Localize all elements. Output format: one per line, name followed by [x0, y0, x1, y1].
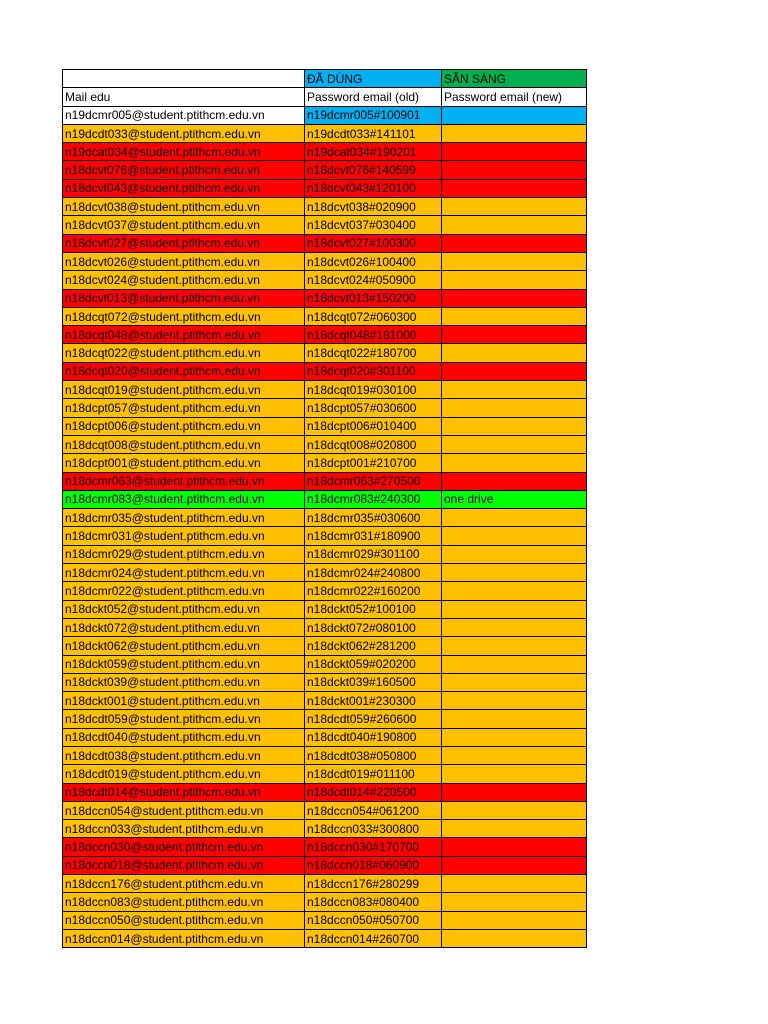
- mail-cell[interactable]: n19dcat034@student.ptithcm.edu.vn: [63, 143, 305, 161]
- mail-cell[interactable]: n18dccn018@student.ptithcm.edu.vn: [63, 856, 305, 874]
- password-old-cell[interactable]: n18dckt039#160500: [305, 673, 442, 691]
- mail-cell[interactable]: n18dccn083@student.ptithcm.edu.vn: [63, 893, 305, 911]
- table-row: [63, 838, 587, 856]
- password-new-cell[interactable]: [442, 271, 587, 289]
- table-row: [63, 509, 587, 527]
- password-old-cell[interactable]: n18dckt062#281200: [305, 637, 442, 655]
- mail-cell[interactable]: n18dcmr029@student.ptithcm.edu.vn: [63, 545, 305, 563]
- mail-cell[interactable]: n18dccn030@student.ptithcm.edu.vn: [63, 838, 305, 856]
- password-old-cell[interactable]: n18dccn018#060900: [305, 856, 442, 874]
- mail-cell[interactable]: n18dckt052@student.ptithcm.edu.vn: [63, 600, 305, 618]
- mail-cell[interactable]: n18dckt001@student.ptithcm.edu.vn: [63, 692, 305, 710]
- password-old-cell[interactable]: n18dccn014#260700: [305, 929, 442, 947]
- password-new-cell[interactable]: [442, 106, 587, 124]
- password-old-cell[interactable]: n18dccn030#170700: [305, 838, 442, 856]
- password-new-cell[interactable]: [442, 893, 587, 911]
- mail-cell[interactable]: n18dcdt059@student.ptithcm.edu.vn: [63, 710, 305, 728]
- password-old-cell[interactable]: n18dcmr063#270500: [305, 472, 442, 490]
- table-row: [63, 710, 587, 728]
- password-new-cell[interactable]: [442, 454, 587, 472]
- password-old-cell[interactable]: n18dcvt027#100300: [305, 234, 442, 252]
- status-row: [63, 70, 587, 88]
- password-old-cell[interactable]: n18dcvt076#140599: [305, 161, 442, 179]
- password-old-cell[interactable]: n18dcqt048#181000: [305, 326, 442, 344]
- mail-cell[interactable]: n18dcvt037@student.ptithcm.edu.vn: [63, 216, 305, 234]
- password-new-cell[interactable]: [442, 472, 587, 490]
- table-row: [63, 179, 587, 197]
- password-new-cell[interactable]: [442, 362, 587, 380]
- header-password-new[interactable]: Password email (new): [442, 88, 587, 106]
- table-row: [63, 106, 587, 124]
- password-new-cell[interactable]: [442, 252, 587, 270]
- table-row: [63, 381, 587, 399]
- mail-cell[interactable]: n18dcpt001@student.ptithcm.edu.vn: [63, 454, 305, 472]
- mail-cell[interactable]: n18dcpt006@student.ptithcm.edu.vn: [63, 417, 305, 435]
- mail-cell[interactable]: n18dcqt020@student.ptithcm.edu.vn: [63, 362, 305, 380]
- table-row: [63, 600, 587, 618]
- password-old-cell[interactable]: n18dcdt014#220500: [305, 783, 442, 801]
- password-new-cell[interactable]: [442, 637, 587, 655]
- mail-cell[interactable]: n18dcmr022@student.ptithcm.edu.vn: [63, 582, 305, 600]
- password-old-cell[interactable]: n18dcvt037#030400: [305, 216, 442, 234]
- table-row: [63, 820, 587, 838]
- status-cell-used[interactable]: ĐÃ DÙNG: [305, 70, 442, 88]
- table-row: [63, 307, 587, 325]
- password-old-cell[interactable]: n18dcqt008#020800: [305, 435, 442, 453]
- header-password-old[interactable]: Password email (old): [305, 88, 442, 106]
- mail-cell[interactable]: n18dccn033@student.ptithcm.edu.vn: [63, 820, 305, 838]
- mail-cell[interactable]: n18dcdt040@student.ptithcm.edu.vn: [63, 728, 305, 746]
- table-row: [63, 161, 587, 179]
- password-old-cell[interactable]: n18dckt059#020200: [305, 655, 442, 673]
- mail-cell[interactable]: n18dcmr063@student.ptithcm.edu.vn: [63, 472, 305, 490]
- password-old-cell[interactable]: n18dcvt013#150200: [305, 289, 442, 307]
- password-old-cell[interactable]: n18dcpt006#010400: [305, 417, 442, 435]
- password-old-cell[interactable]: n18dcmr024#240800: [305, 564, 442, 582]
- password-new-cell[interactable]: [442, 728, 587, 746]
- password-new-cell[interactable]: [442, 143, 587, 161]
- password-old-cell[interactable]: n18dccn050#050700: [305, 911, 442, 929]
- password-new-cell[interactable]: [442, 746, 587, 764]
- password-old-cell[interactable]: n18dckt052#100100: [305, 600, 442, 618]
- password-new-cell[interactable]: [442, 618, 587, 636]
- password-old-cell[interactable]: n18dcpt057#030600: [305, 399, 442, 417]
- password-old-cell[interactable]: n18dccn176#280299: [305, 875, 442, 893]
- mail-cell[interactable]: n18dcpt057@student.ptithcm.edu.vn: [63, 399, 305, 417]
- password-old-cell[interactable]: n19dcat034#190201: [305, 143, 442, 161]
- table-row: [63, 637, 587, 655]
- mail-cell[interactable]: n19dcmr005@student.ptithcm.edu.vn: [63, 106, 305, 124]
- table-row: [63, 417, 587, 435]
- password-old-cell[interactable]: n18dcdt019#011100: [305, 765, 442, 783]
- password-new-cell[interactable]: [442, 435, 587, 453]
- table-row: [63, 618, 587, 636]
- mail-cell[interactable]: n18dcvt013@student.ptithcm.edu.vn: [63, 289, 305, 307]
- table-row: [63, 783, 587, 801]
- password-old-cell[interactable]: n19dcmr005#100901: [305, 106, 442, 124]
- table-row: [63, 673, 587, 691]
- table-row: [63, 399, 587, 417]
- table-row: [63, 692, 587, 710]
- mail-cell[interactable]: n18dcmr031@student.ptithcm.edu.vn: [63, 527, 305, 545]
- mail-cell[interactable]: n18dckt039@student.ptithcm.edu.vn: [63, 673, 305, 691]
- password-old-cell[interactable]: n18dcmr035#030600: [305, 509, 442, 527]
- table-row: [63, 527, 587, 545]
- table-row: [63, 746, 587, 764]
- password-new-cell[interactable]: [442, 344, 587, 362]
- mail-cell[interactable]: n18dckt062@student.ptithcm.edu.vn: [63, 637, 305, 655]
- mail-cell[interactable]: n19dcdt033@student.ptithcm.edu.vn: [63, 124, 305, 142]
- table-row: [63, 326, 587, 344]
- password-new-cell[interactable]: [442, 179, 587, 197]
- status-cell-mail[interactable]: [63, 70, 305, 88]
- password-new-cell[interactable]: [442, 673, 587, 691]
- password-new-cell[interactable]: [442, 856, 587, 874]
- table-row: [63, 875, 587, 893]
- password-new-cell[interactable]: [442, 307, 587, 325]
- password-old-cell[interactable]: n18dccn054#061200: [305, 801, 442, 819]
- password-new-cell[interactable]: one drive: [442, 490, 587, 508]
- password-new-cell[interactable]: [442, 600, 587, 618]
- mail-cell[interactable]: n18dccn014@student.ptithcm.edu.vn: [63, 929, 305, 947]
- table-row: [63, 454, 587, 472]
- mail-cell[interactable]: n18dcqt048@student.ptithcm.edu.vn: [63, 326, 305, 344]
- table-row: [63, 289, 587, 307]
- password-new-cell[interactable]: [442, 875, 587, 893]
- password-old-cell[interactable]: n18dcvt024#050900: [305, 271, 442, 289]
- password-old-cell[interactable]: n18dccn033#300800: [305, 820, 442, 838]
- mail-cell[interactable]: n18dccn054@student.ptithcm.edu.vn: [63, 801, 305, 819]
- table-row: [63, 435, 587, 453]
- mail-cell[interactable]: n18dcmr083@student.ptithcm.edu.vn: [63, 490, 305, 508]
- table-row: [63, 911, 587, 929]
- password-old-cell[interactable]: n18dcqt022#180700: [305, 344, 442, 362]
- password-new-cell[interactable]: [442, 564, 587, 582]
- password-old-cell[interactable]: n18dcvt026#100400: [305, 252, 442, 270]
- password-old-cell[interactable]: n18dccn083#080400: [305, 893, 442, 911]
- password-old-cell[interactable]: n19dcdt033#141101: [305, 124, 442, 142]
- table-row: [63, 198, 587, 216]
- password-new-cell[interactable]: [442, 417, 587, 435]
- password-new-cell[interactable]: [442, 710, 587, 728]
- password-new-cell[interactable]: [442, 545, 587, 563]
- table-row: [63, 234, 587, 252]
- table-row: [63, 362, 587, 380]
- password-old-cell[interactable]: n18dcmr031#180900: [305, 527, 442, 545]
- mail-cell[interactable]: n18dcvt043@student.ptithcm.edu.vn: [63, 179, 305, 197]
- password-new-cell[interactable]: [442, 655, 587, 673]
- table-row: [63, 143, 587, 161]
- password-old-cell[interactable]: n18dcmr022#160200: [305, 582, 442, 600]
- header-row: [63, 88, 587, 106]
- table-row: [63, 216, 587, 234]
- mail-cell[interactable]: n18dcvt038@student.ptithcm.edu.vn: [63, 198, 305, 216]
- password-new-cell[interactable]: [442, 765, 587, 783]
- table-row: [63, 271, 587, 289]
- table-row: [63, 252, 587, 270]
- mail-cell[interactable]: n18dcmr024@student.ptithcm.edu.vn: [63, 564, 305, 582]
- password-new-cell[interactable]: [442, 161, 587, 179]
- password-new-cell[interactable]: [442, 582, 587, 600]
- password-old-cell[interactable]: n18dcqt019#030100: [305, 381, 442, 399]
- password-new-cell[interactable]: [442, 234, 587, 252]
- password-new-cell[interactable]: [442, 692, 587, 710]
- password-old-cell[interactable]: n18dcvt038#020900: [305, 198, 442, 216]
- mail-cell[interactable]: n18dccn176@student.ptithcm.edu.vn: [63, 875, 305, 893]
- table-row: [63, 124, 587, 142]
- password-new-cell[interactable]: [442, 783, 587, 801]
- table-row: [63, 490, 587, 508]
- password-new-cell[interactable]: [442, 838, 587, 856]
- password-new-cell[interactable]: [442, 198, 587, 216]
- table-row: [63, 472, 587, 490]
- password-old-cell[interactable]: n18dcmr029#301100: [305, 545, 442, 563]
- mail-cell[interactable]: n18dccn050@student.ptithcm.edu.vn: [63, 911, 305, 929]
- table-row: [63, 344, 587, 362]
- password-new-cell[interactable]: [442, 527, 587, 545]
- mail-cell[interactable]: n18dcvt027@student.ptithcm.edu.vn: [63, 234, 305, 252]
- table-row: [63, 856, 587, 874]
- spreadsheet-table: [62, 69, 587, 948]
- password-new-cell[interactable]: [442, 289, 587, 307]
- header-mail-edu[interactable]: Mail edu: [63, 88, 305, 106]
- table-row: [63, 545, 587, 563]
- table-row: [63, 582, 587, 600]
- table-row: [63, 564, 587, 582]
- table-row: [63, 765, 587, 783]
- table-row: [63, 655, 587, 673]
- password-old-cell[interactable]: n18dckt001#230300: [305, 692, 442, 710]
- mail-cell[interactable]: n18dcqt019@student.ptithcm.edu.vn: [63, 381, 305, 399]
- mail-cell[interactable]: n18dckt059@student.ptithcm.edu.vn: [63, 655, 305, 673]
- password-old-cell[interactable]: n18dcpt001#210700: [305, 454, 442, 472]
- password-old-cell[interactable]: n18dckt072#080100: [305, 618, 442, 636]
- table-row: [63, 801, 587, 819]
- password-new-cell[interactable]: [442, 381, 587, 399]
- mail-cell[interactable]: n18dcmr035@student.ptithcm.edu.vn: [63, 509, 305, 527]
- status-cell-ready[interactable]: SẴN SÀNG: [442, 70, 587, 88]
- password-old-cell[interactable]: n18dcvt043#120100: [305, 179, 442, 197]
- mail-cell[interactable]: n18dcvt024@student.ptithcm.edu.vn: [63, 271, 305, 289]
- mail-cell[interactable]: n18dcdt014@student.ptithcm.edu.vn: [63, 783, 305, 801]
- password-new-cell[interactable]: [442, 326, 587, 344]
- password-new-cell[interactable]: [442, 399, 587, 417]
- mail-cell[interactable]: n18dcqt008@student.ptithcm.edu.vn: [63, 435, 305, 453]
- password-new-cell[interactable]: [442, 216, 587, 234]
- password-new-cell[interactable]: [442, 801, 587, 819]
- mail-cell[interactable]: n18dckt072@student.ptithcm.edu.vn: [63, 618, 305, 636]
- mail-cell[interactable]: n18dcdt019@student.ptithcm.edu.vn: [63, 765, 305, 783]
- password-new-cell[interactable]: [442, 509, 587, 527]
- password-new-cell[interactable]: [442, 124, 587, 142]
- spreadsheet-body: [63, 70, 587, 948]
- table-row: [63, 893, 587, 911]
- password-old-cell[interactable]: n18dcdt040#190800: [305, 728, 442, 746]
- password-new-cell[interactable]: [442, 929, 587, 947]
- table-row: [63, 728, 587, 746]
- password-old-cell[interactable]: n18dcmr083#240300: [305, 490, 442, 508]
- password-new-cell[interactable]: [442, 820, 587, 838]
- password-old-cell[interactable]: n18dcqt020#301100: [305, 362, 442, 380]
- password-old-cell[interactable]: n18dcdt038#050800: [305, 746, 442, 764]
- password-old-cell[interactable]: n18dcdt059#260600: [305, 710, 442, 728]
- mail-cell[interactable]: n18dcvt026@student.ptithcm.edu.vn: [63, 252, 305, 270]
- table-row: [63, 929, 587, 947]
- mail-cell[interactable]: n18dcqt072@student.ptithcm.edu.vn: [63, 307, 305, 325]
- mail-cell[interactable]: n18dcdt038@student.ptithcm.edu.vn: [63, 746, 305, 764]
- password-new-cell[interactable]: [442, 911, 587, 929]
- password-old-cell[interactable]: n18dcqt072#060300: [305, 307, 442, 325]
- mail-cell[interactable]: n18dcqt022@student.ptithcm.edu.vn: [63, 344, 305, 362]
- mail-cell[interactable]: n18dcvt076@student.ptithcm.edu.vn: [63, 161, 305, 179]
